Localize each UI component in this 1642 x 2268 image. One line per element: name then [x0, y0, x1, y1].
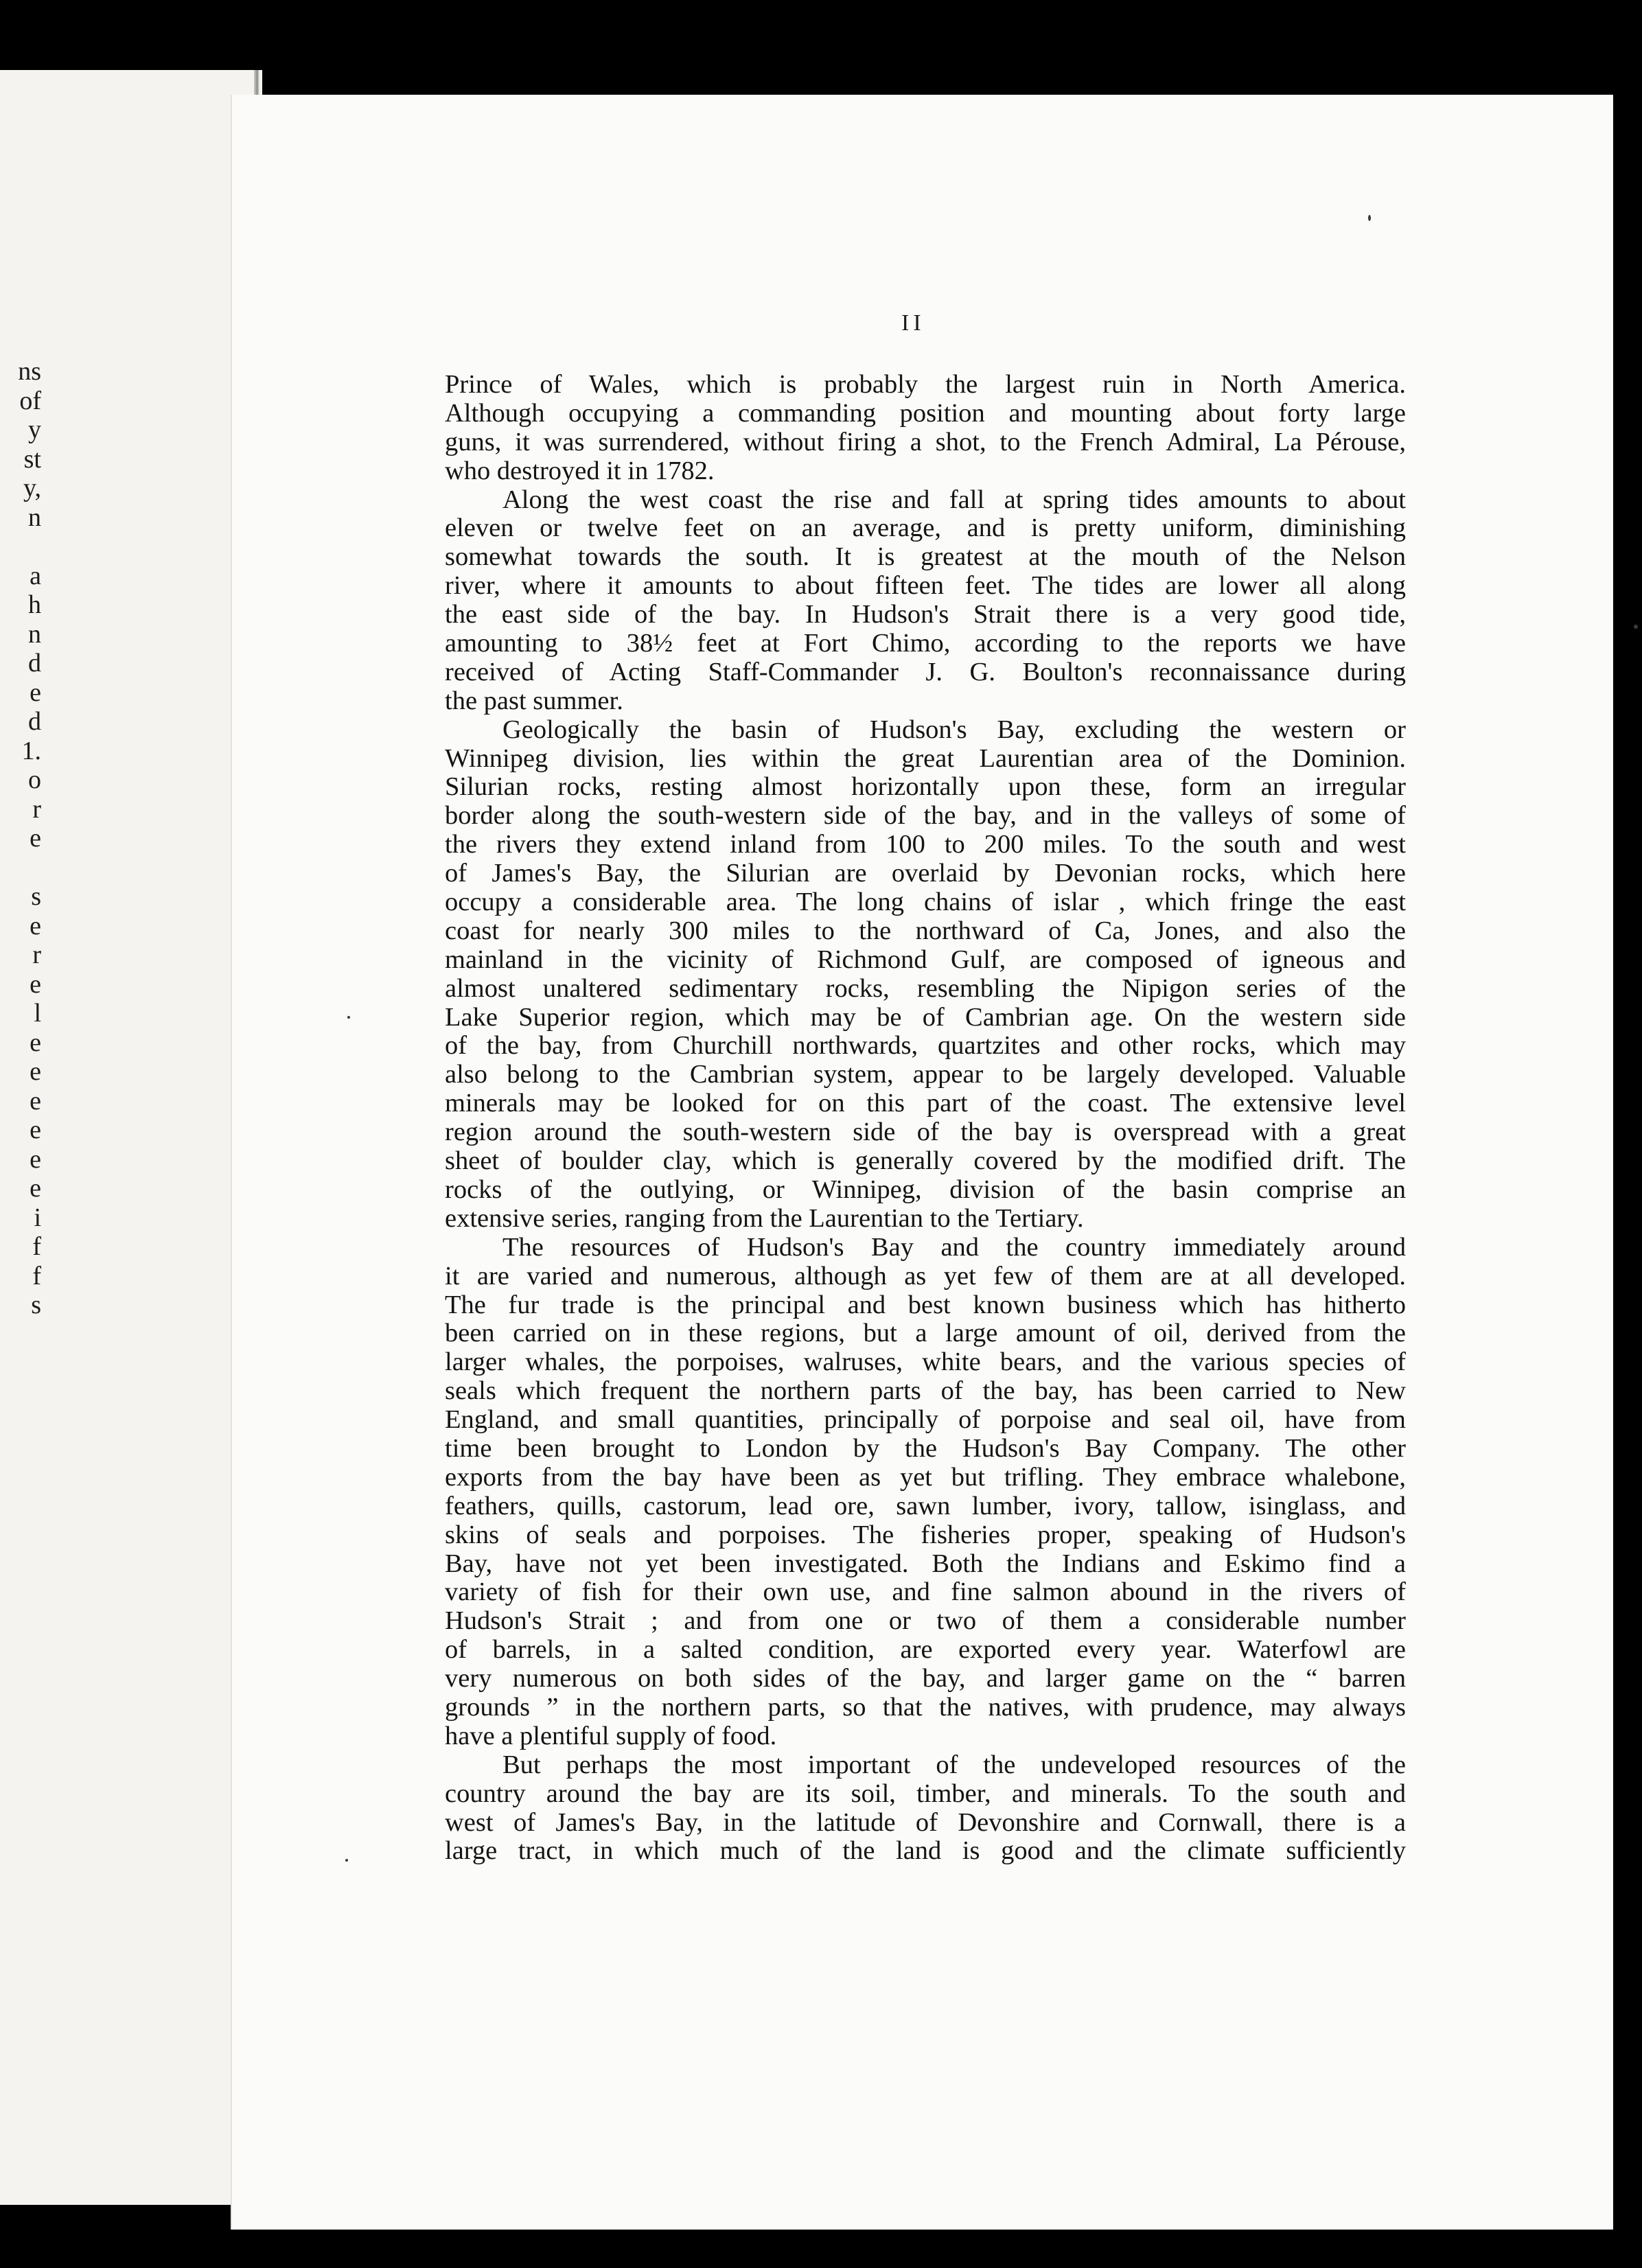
text-line: amounting to 38½ feet at Fort Chimo, according to the reports we have — [445, 629, 1406, 658]
text-line: received of Acting Staff-Commander J. G. Boulton's reconnaissance during — [445, 657, 1406, 686]
text-line: coast for nearly 300 miles to the northward of Ca, Jones, and also the — [445, 916, 1406, 945]
text-line: time been brought to London by the Hudson's Bay Company. The other — [445, 1433, 1406, 1463]
text-line: Bay, have not yet been investigated. Both the Indians and Eskimo find a — [445, 1549, 1406, 1578]
left-page-fragment: f — [32, 1261, 41, 1291]
text-line: rocks of the outlying, or Winnipeg, division of the basin comprise an — [445, 1174, 1406, 1204]
text-line: guns, it was surrendered, without firing a shot, to the French Admiral, La Pérouse, — [445, 427, 1406, 456]
text-line: minerals may be looked for on this part of the coast. The extensive level — [445, 1089, 1406, 1118]
text-line: sheet of boulder clay, which is generally covered by the modified drift. The — [445, 1146, 1406, 1176]
left-page-fragment: e — [30, 1174, 41, 1203]
left-page-fragment: a — [30, 561, 41, 590]
left-page-fragment: r — [32, 794, 41, 824]
text-line: grounds ” in the northern parts, so that the natives, with prudence, may always — [445, 1692, 1406, 1722]
left-page-fragment: y, — [23, 474, 41, 502]
left-page-fragment: s — [31, 882, 41, 911]
text-line: Lake Superior region, which may be of Cambrian age. On the western side — [445, 1002, 1406, 1032]
text-line: England, and small quantities, principally of porpoise and seal oil, have from — [445, 1405, 1406, 1435]
page-number: II — [901, 310, 925, 336]
text-line: the east side of the bay. In Hudson's Strait there is a very good tide, — [445, 600, 1406, 629]
left-page-fragment: e — [30, 1057, 41, 1086]
text-line: Winnipeg division, lies within the great Laurentian area of the Dominion. — [445, 743, 1406, 773]
text-line: the past summer. — [445, 686, 623, 715]
text-line: very numerous on both sides of the bay, and larger game on the “ barren — [445, 1664, 1406, 1693]
text-line: of James's Bay, the Silurian are overlaid by Devonian rocks, which here — [445, 859, 1406, 888]
left-page-fragment — [0, 853, 41, 883]
left-page-fragment: r — [32, 940, 41, 969]
left-page-fragment: e — [30, 1028, 41, 1057]
text-line: Prince of Wales, which is probably the largest ruin in North America. — [445, 370, 1406, 399]
left-page-fragment: e — [30, 969, 41, 999]
text-line: almost unaltered sedimentary rocks, resembling the Nipigon series of the — [445, 973, 1406, 1003]
left-page-fragment: h — [28, 590, 41, 619]
scan-speck — [1368, 215, 1371, 221]
left-page-fragment: f — [32, 1232, 41, 1261]
text-line: exports from the bay have been as yet but trifling. They embrace whalebone, — [445, 1462, 1406, 1492]
text-line: But perhaps the most important of the undeveloped resources of the — [502, 1750, 1406, 1779]
text-line: somewhat towards the south. It is greatest at the mouth of the Nelson — [445, 542, 1406, 572]
left-page-text-fragments — [0, 357, 41, 1320]
text-line: extensive series, ranging from the Laurentian to the Tertiary. — [445, 1203, 1084, 1233]
body-text — [445, 371, 1406, 1866]
text-line: region around the south-western side of the bay is overspread with a great — [445, 1118, 1406, 1147]
left-page-fragment: l — [34, 999, 41, 1028]
left-page-fragment: s — [31, 1291, 41, 1319]
left-page-fragment: d — [28, 707, 41, 736]
left-page-fragment: y — [28, 415, 41, 444]
text-line: The resources of Hudson's Bay and the country immediately around — [502, 1232, 1406, 1262]
text-line: occupy a considerable area. The long chains of islar , which fringe the east — [445, 888, 1406, 917]
left-page-fragment: e — [30, 678, 41, 707]
left-page-fragment: e — [30, 1115, 41, 1144]
text-line: Along the west coast the rise and fall at spring tides amounts to about — [502, 485, 1406, 514]
left-page-fragment: of — [19, 386, 41, 415]
left-page-fragment: e — [30, 1086, 41, 1115]
scan-speck — [345, 1859, 348, 1862]
text-line: larger whales, the porpoises, walruses, white bears, and the various species of — [445, 1347, 1406, 1377]
left-page-fragment: ns — [18, 357, 41, 386]
text-line: Although occupying a commanding position and mounting about forty large — [445, 398, 1406, 428]
left-page-fragment: n — [28, 619, 41, 649]
text-line: seals which frequent the northern parts of the bay, has been carried to New — [445, 1376, 1406, 1406]
text-line: of barrels, in a salted condition, are exported every year. Waterfowl are — [445, 1635, 1406, 1665]
text-line: border along the south-western side of the bay, and in the valleys of some of — [445, 801, 1406, 831]
text-line: of the bay, from Churchill northwards, quartzites and other rocks, which may — [445, 1031, 1406, 1061]
text-line: mainland in the vicinity of Richmond Gulf, are composed of igneous and — [445, 945, 1406, 974]
text-line: it are varied and numerous, although as yet few of them are at all developed. — [445, 1261, 1406, 1291]
left-page-fragment: st — [23, 444, 41, 474]
text-line: skins of seals and porpoises. The fisheries proper, speaking of Hudson's — [445, 1520, 1406, 1549]
left-page-fragment: 1. — [21, 736, 41, 765]
left-page-fragment: e — [30, 824, 41, 853]
text-line: eleven or twelve feet on an average, and is pretty uniform, diminishing — [445, 513, 1406, 543]
scan-speck — [347, 1016, 350, 1019]
left-page-fragment — [0, 532, 41, 562]
text-line: large tract, in which much of the land is good and the climate sufficiently — [445, 1836, 1406, 1866]
left-page-fragment: n — [28, 502, 41, 532]
scan-speck — [1634, 625, 1638, 629]
text-line: west of James's Bay, in the latitude of Devonshire and Cornwall, there is a — [445, 1807, 1406, 1837]
text-line: who destroyed it in 1782. — [445, 456, 715, 485]
left-page-fragment: e — [30, 1144, 41, 1174]
text-line: been carried on in these regions, but a large amount of oil, derived from the — [445, 1319, 1406, 1348]
text-line: The fur trade is the principal and best known business which has hitherto — [445, 1290, 1406, 1319]
left-page-fragment: e — [30, 911, 41, 940]
text-line: variety of fish for their own use, and fine salmon abound in the rivers of — [445, 1577, 1406, 1607]
text-line: feathers, quills, castorum, lead ore, sawn lumber, ivory, tallow, isinglass, and — [445, 1491, 1406, 1520]
text-line: the rivers they extend inland from 100 to 200 miles. To the south and west — [445, 830, 1406, 859]
left-page-fragment: o — [28, 765, 41, 794]
text-line: Geologically the basin of Hudson's Bay, excluding the western or — [502, 715, 1406, 744]
left-page-fragment: d — [28, 649, 41, 678]
text-line: Silurian rocks, resting almost horizontally upon these, form an irregular — [445, 772, 1406, 802]
text-line: river, where it amounts to about fifteen feet. The tides are lower all along — [445, 571, 1406, 601]
left-page-fragment: i — [34, 1203, 41, 1232]
text-line: have a plentiful supply of food. — [445, 1721, 777, 1750]
text-line: country around the bay are its soil, timber, and minerals. To the south and — [445, 1779, 1406, 1808]
text-line: also belong to the Cambrian system, appear to be largely developed. Valuable — [445, 1060, 1406, 1089]
text-line: Hudson's Strait ; and from one or two of them a considerable number — [445, 1606, 1406, 1636]
